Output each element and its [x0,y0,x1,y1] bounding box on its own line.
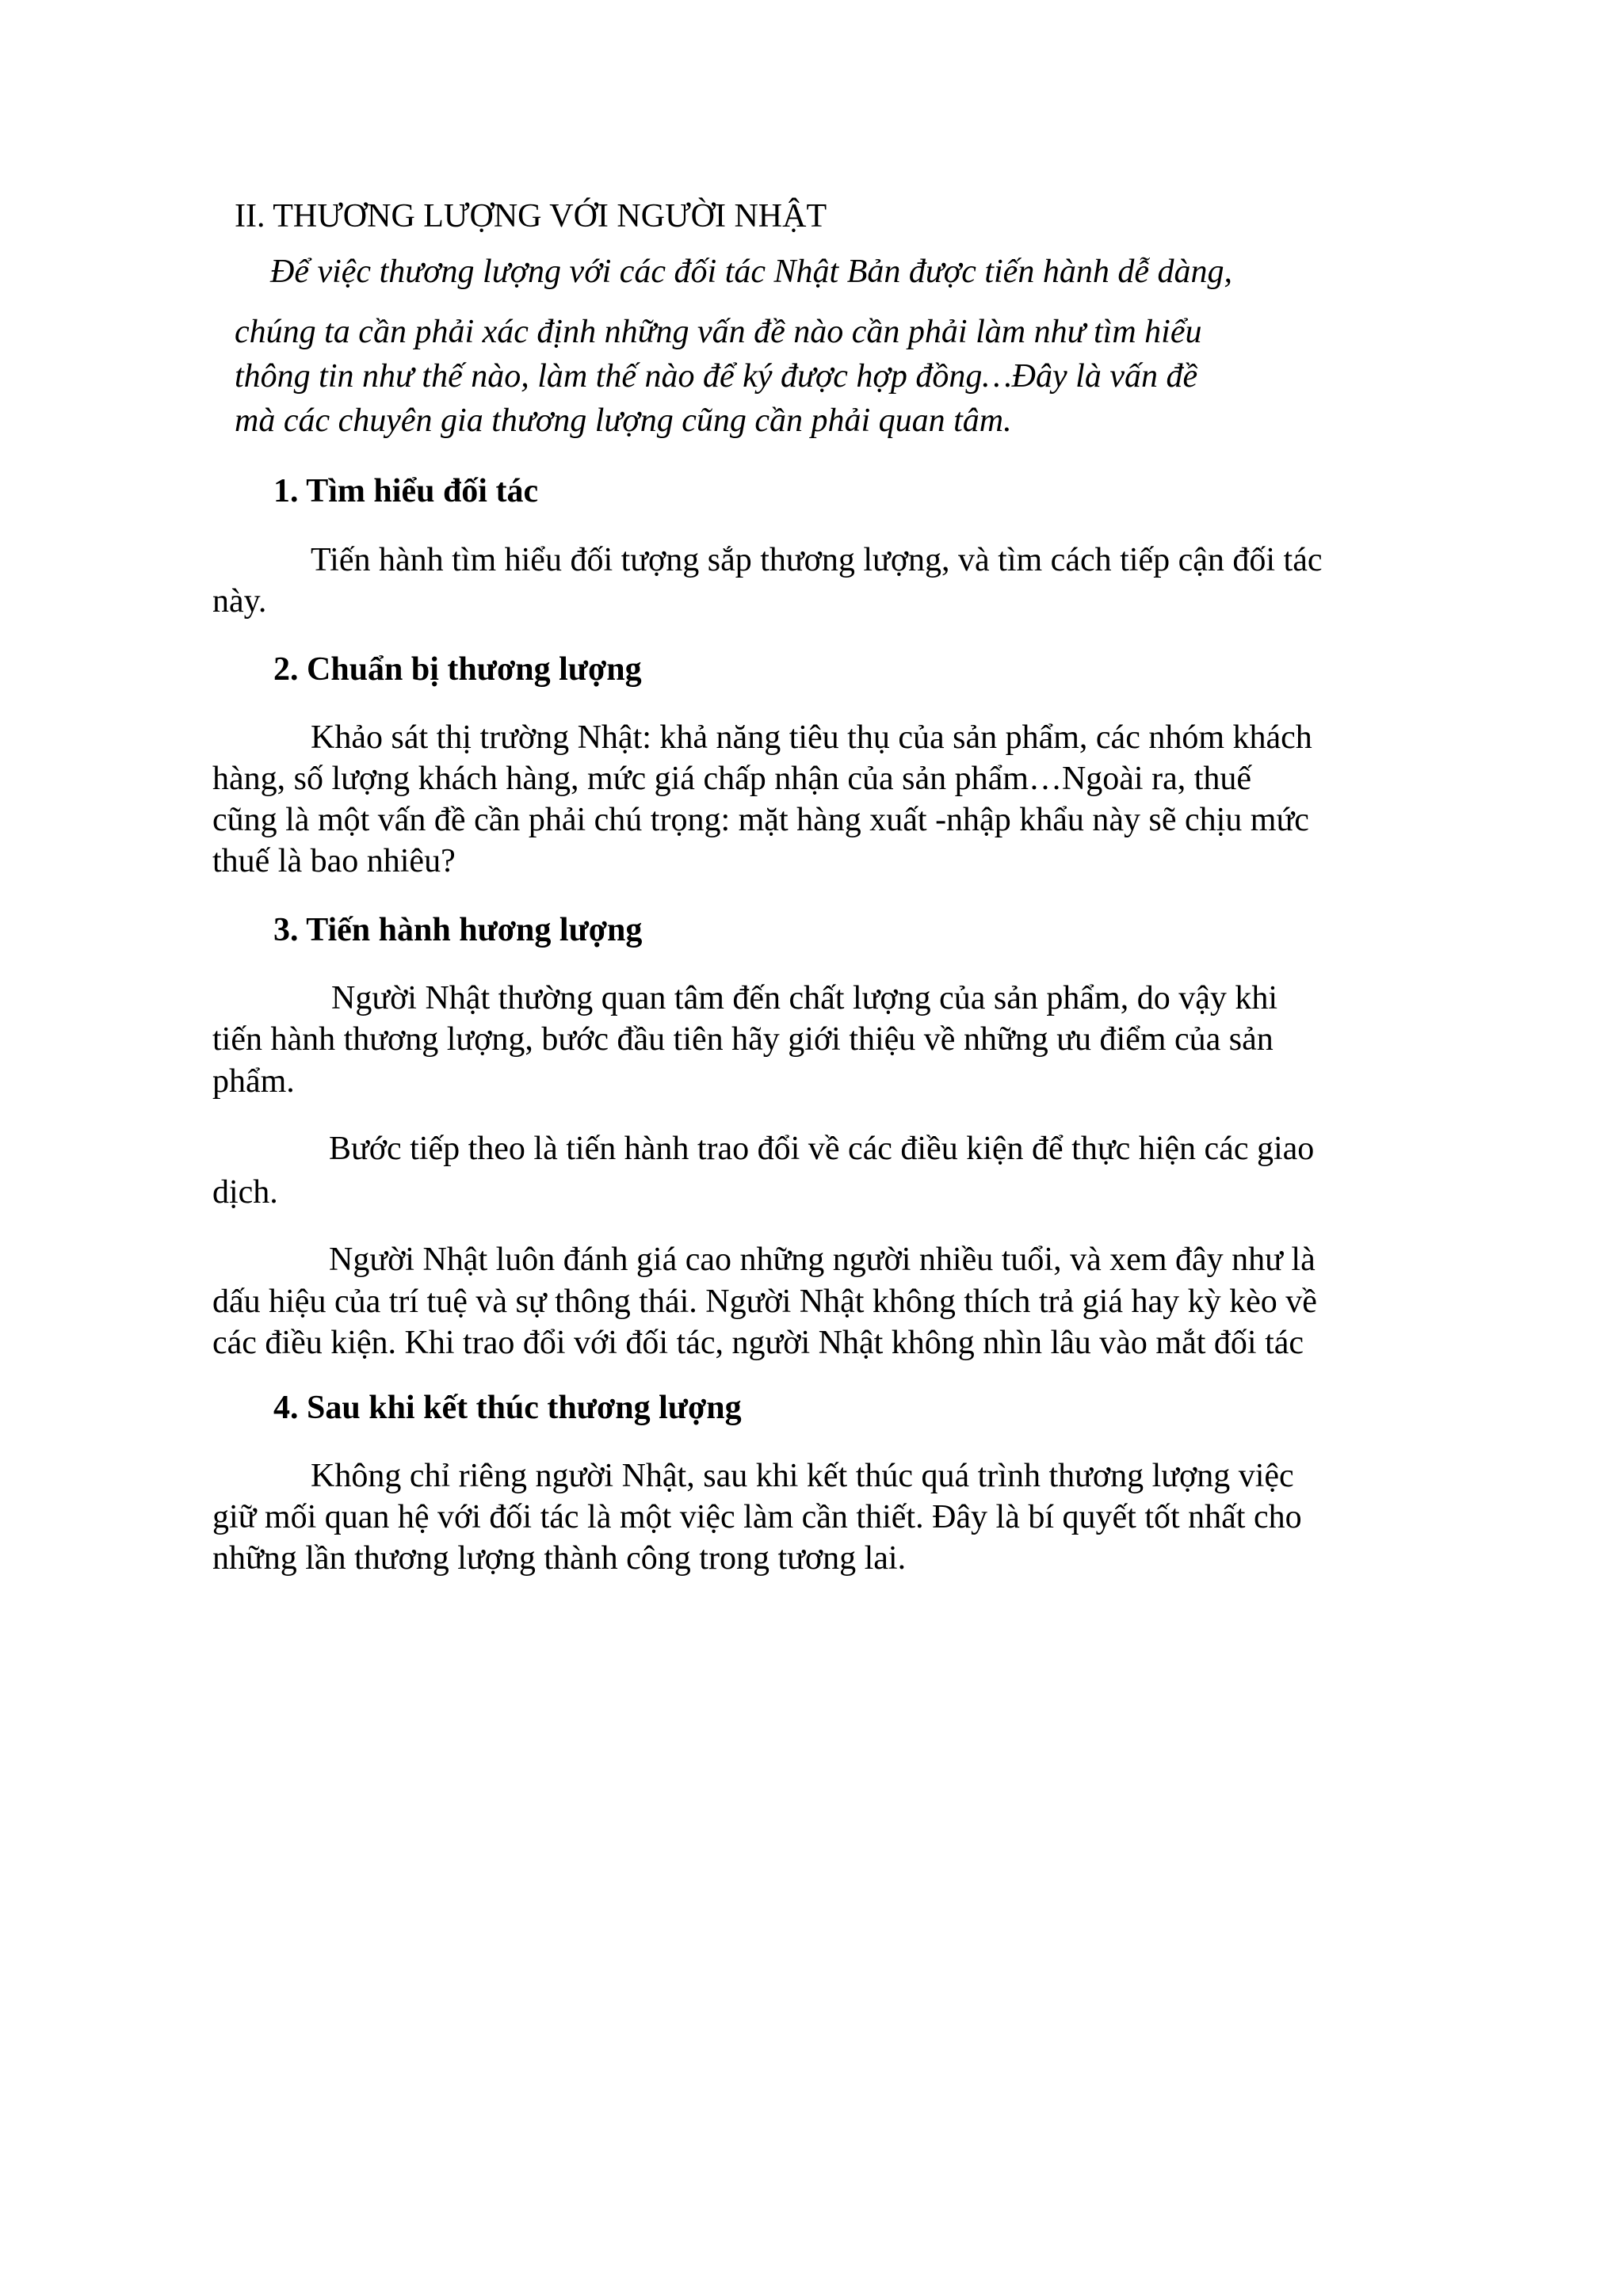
paragraph-line: Không chỉ riêng người Nhật, sau khi kết thúc quá trình thương lượng việc [311,1458,1294,1494]
intro-line: mà các chuyên gia thương lượng cũng cần phải quan tâm. [235,402,1012,439]
intro-line: Để việc thương lượng với các đối tác Nhật Bản được tiến hành dễ dàng, [270,254,1232,290]
paragraph-line: dấu hiệu của trí tuệ và sự thông thái. Người Nhật không thích trả giá hay kỳ kèo về [212,1283,1317,1320]
paragraph-line: giữ mối quan hệ với đối tác là một việc làm cần thiết. Đây là bí quyết tốt nhất cho [212,1499,1302,1535]
intro-line: thông tin như thế nào, làm thế nào để ký được hợp đồng…Đây là vấn đề [235,358,1198,395]
paragraph-line: Người Nhật luôn đánh giá cao những người nhiều tuổi, và xem đây như là [329,1241,1316,1278]
paragraph-line: phẩm. [212,1063,295,1100]
paragraph-line: các điều kiện. Khi trao đổi với đối tác, người Nhật không nhìn lâu vào mắt đối tác [212,1325,1304,1361]
paragraph-line: cũng là một vấn đề cần phải chú trọng: mặt hàng xuất -nhập khẩu này sẽ chịu mức [212,802,1309,838]
paragraph-line: thuế là bao nhiêu? [212,843,456,879]
intro-line: chúng ta cần phải xác định những vấn đề nào cần phải làm như tìm hiểu [235,314,1202,350]
section-heading: 1. Tìm hiểu đối tác [273,473,539,509]
paragraph-line: Người Nhật thường quan tâm đến chất lượng của sản phẩm, do vậy khi [331,980,1278,1016]
paragraph-line: hàng, số lượng khách hàng, mức giá chấp nhận của sản phẩm…Ngoài ra, thuế [212,761,1252,797]
paragraph-line: Khảo sát thị trường Nhật: khả năng tiêu thụ của sản phẩm, các nhóm khách [311,719,1312,756]
section-heading: 4. Sau khi kết thúc thương lượng [273,1390,742,1426]
paragraph-line: tiến hành thương lượng, bước đầu tiên hãy giới thiệu về những ưu điểm của sản [212,1021,1274,1058]
paragraph-line: dịch. [212,1174,278,1211]
section-title: II. THƯƠNG LƯỢNG VỚI NGƯỜI NHẬT [235,198,827,235]
paragraph-line: này. [212,583,267,620]
paragraph-line: Tiến hành tìm hiểu đối tượng sắp thương lượng, và tìm cách tiếp cận đối tác [311,542,1323,578]
paragraph-line: những lần thương lượng thành công trong tương lai. [212,1540,907,1577]
paragraph-line: Bước tiếp theo là tiến hành trao đổi về các điều kiện để thực hiện các giao [329,1131,1315,1167]
section-heading: 3. Tiến hành hương lượng [273,912,643,948]
section-heading: 2. Chuẩn bị thương lượng [273,651,642,688]
